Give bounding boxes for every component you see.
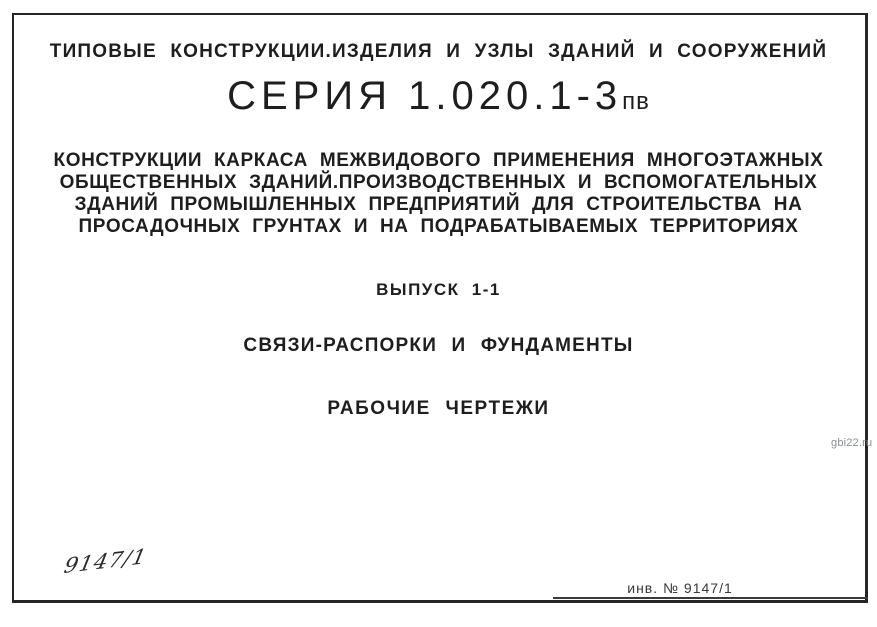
description-block: [20, 150, 857, 238]
issue-number: ВЫПУСК 1-1: [376, 280, 501, 299]
document-subtitle: СВЯЗИ-РАСПОРКИ И ФУНДАМЕНТЫ: [243, 335, 634, 356]
series-title-suffix: пв: [622, 88, 650, 115]
description-line: КОНСТРУКЦИИ КАРКАСА МЕЖВИДОВОГО ПРИМЕНЕНИЯ МНОГОЭТАЖНЫХ: [53, 150, 824, 171]
inventory-number-label: инв. № 9147/1: [627, 580, 733, 596]
description-line: ОБЩЕСТВЕННЫХ ЗДАНИЙ.ПРОИЗВОДСТВЕННЫХ И ВСПОМОГАТЕЛЬНЫХ: [59, 172, 818, 193]
handwritten-inventory-number: 9147/1: [62, 544, 150, 578]
series-title: [20, 74, 857, 119]
document-type: РАБОЧИЕ ЧЕРТЕЖИ: [327, 398, 550, 419]
description-line: ПРОСАДОЧНЫХ ГРУНТАХ И НА ПОДРАБАТЫВАЕМЫХ ТЕРРИТОРИЯХ: [78, 216, 799, 237]
document-header: ТИПОВЫЕ КОНСТРУКЦИИ.ИЗДЕЛИЯ И УЗЛЫ ЗДАНИЙ И СООРУЖЕНИЙ: [49, 41, 828, 62]
inventory-underline: [553, 597, 868, 599]
description-line: ЗДАНИЙ ПРОМЫШЛЕННЫХ ПРЕДПРИЯТИЙ ДЛЯ СТРОИТЕЛЬСТВА НА: [74, 194, 803, 215]
site-watermark: gbi22.ru: [831, 437, 873, 449]
series-title-main: СЕРИЯ 1.020.1-3: [227, 74, 623, 118]
